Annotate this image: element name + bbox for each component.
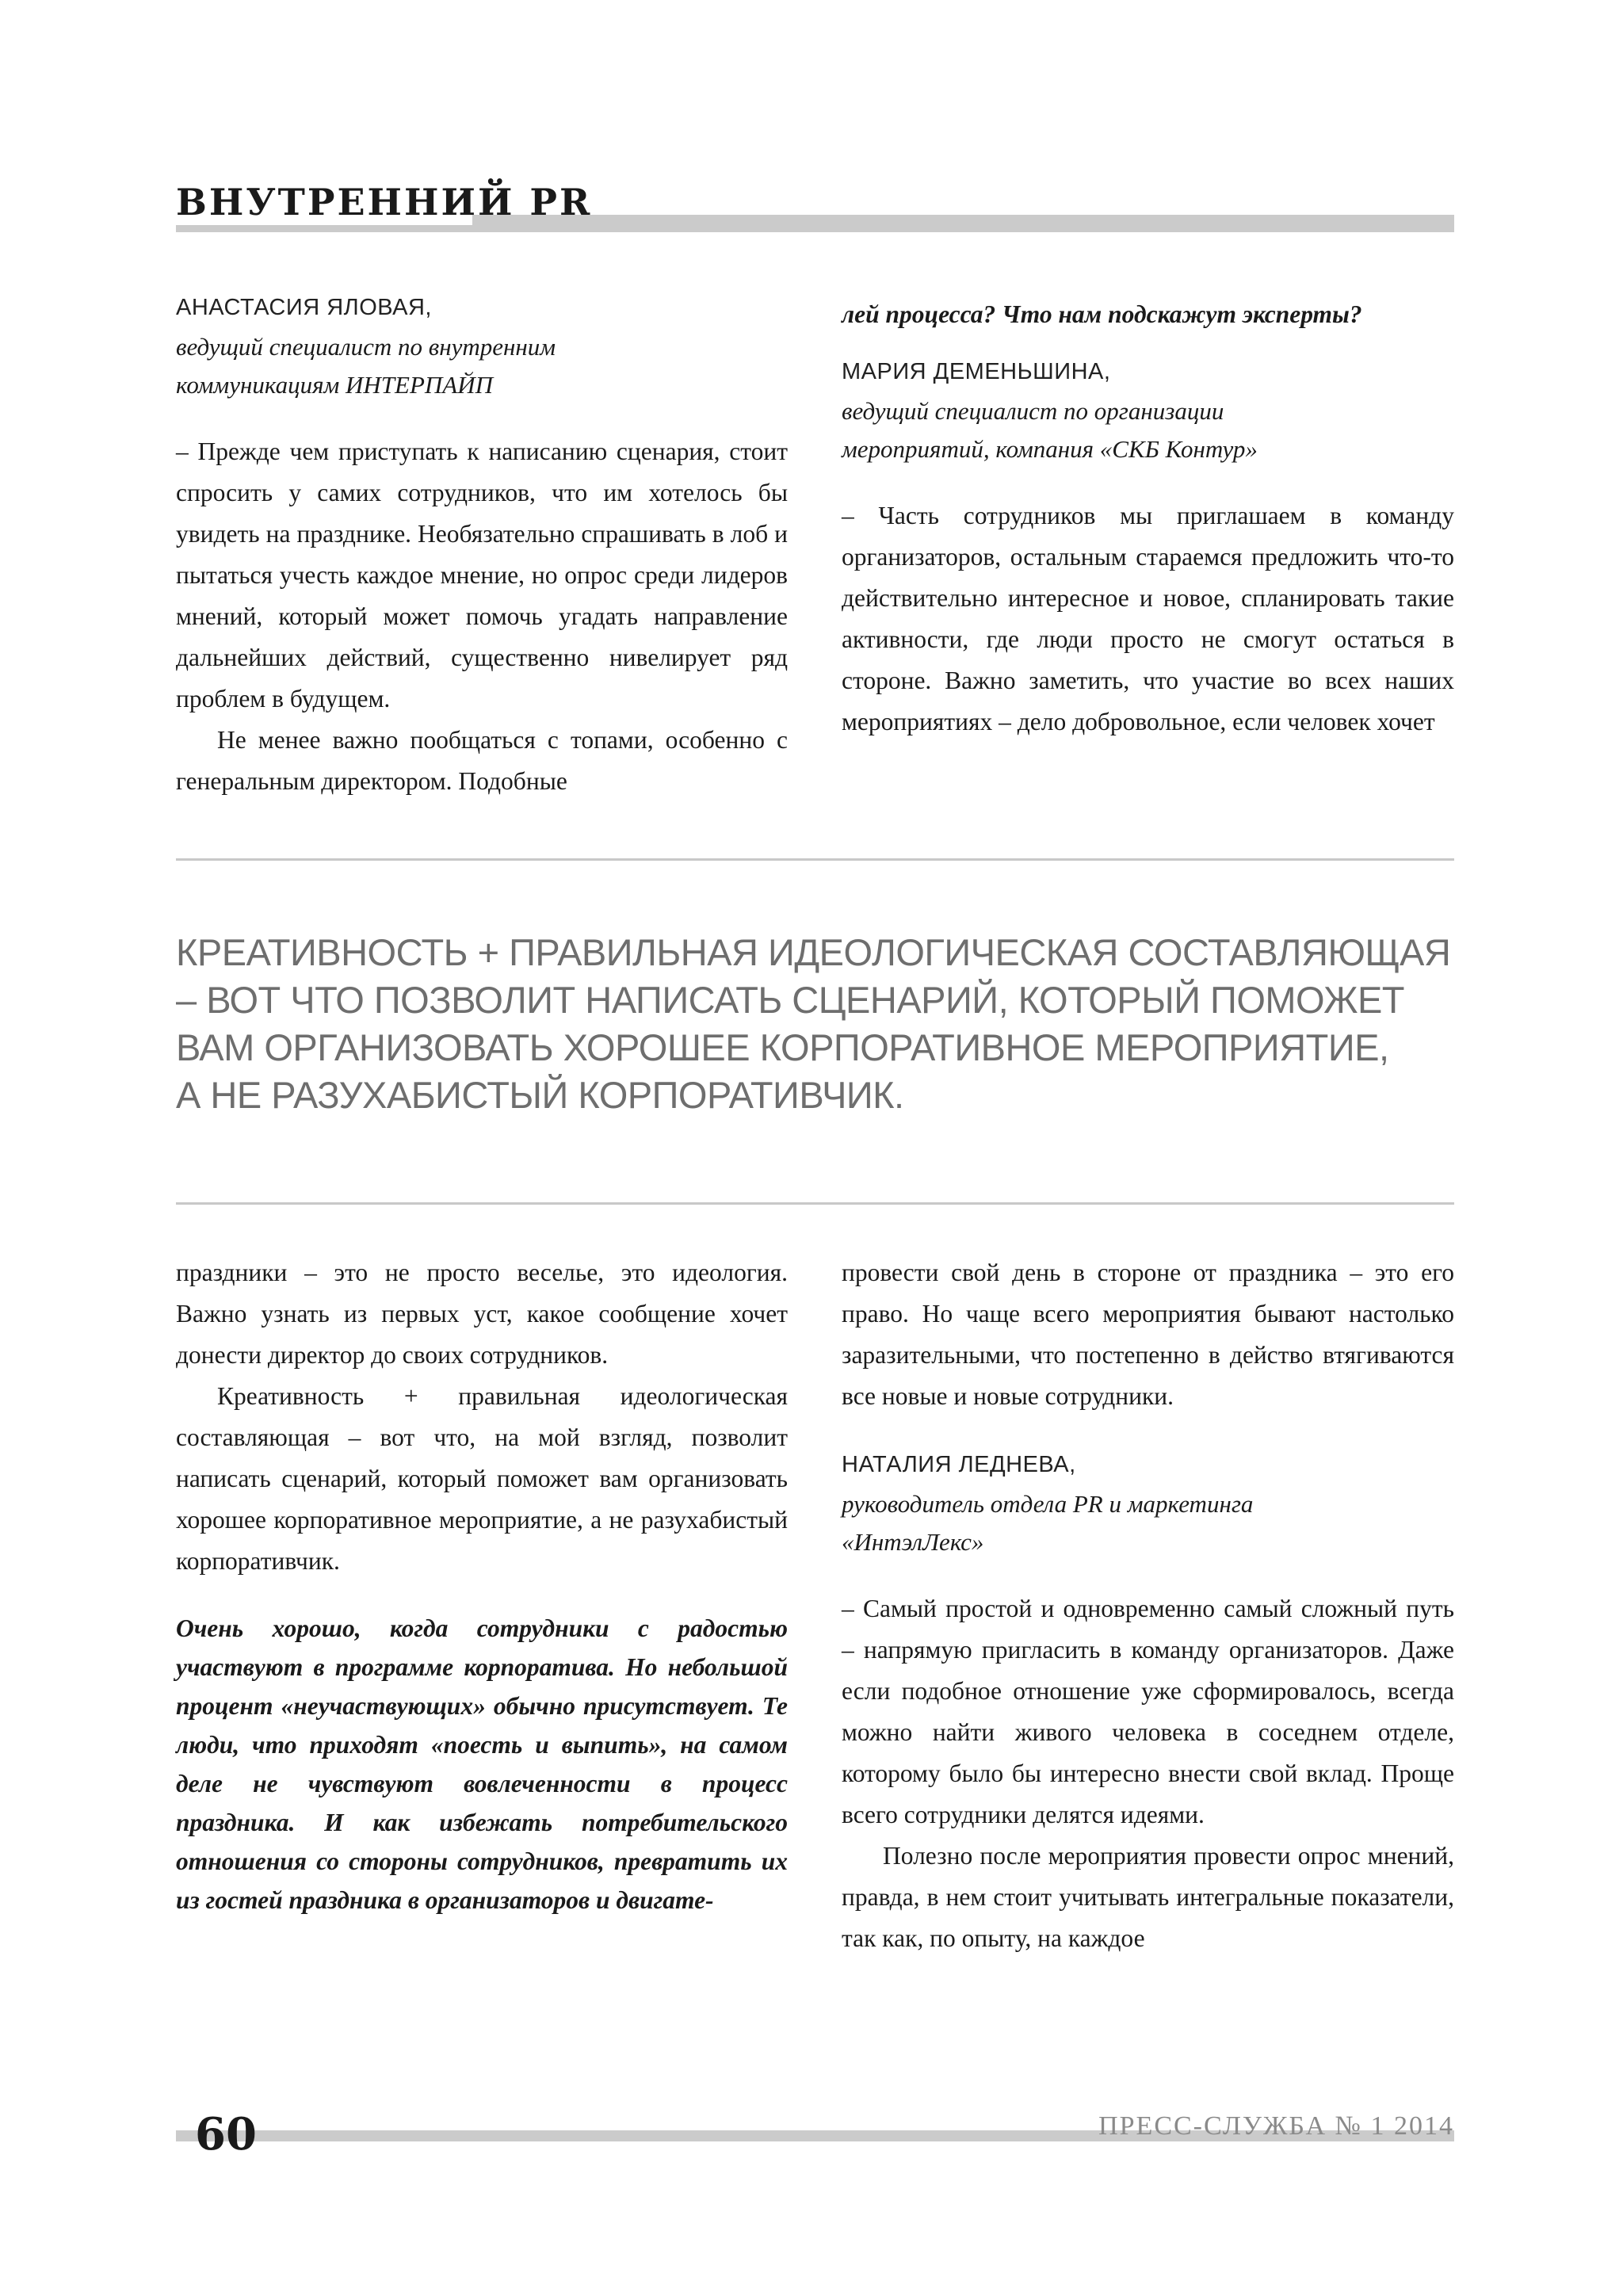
pull-quote-top-rule — [176, 858, 1454, 861]
top-right-column — [842, 295, 1454, 743]
magazine-issue: ПРЕСС-СЛУЖБА № 1 2014 — [1098, 2111, 1454, 2141]
author-role — [842, 392, 1454, 468]
bottom-right-column — [842, 1252, 1454, 1959]
paragraph: – Часть сотрудников мы приглашаем в команду организаторов, остальным стараемся предложить что-то действительно интересное и новое, спланировать такие активности, где люди просто не смогут остаться в стороне. Важно заметить, что участие во всех наших мероприятиях – дело добровольное, если человек хочет — [842, 502, 1454, 735]
author-name: НАТАЛИЯ ЛЕДНЕВА, — [842, 1452, 1076, 1477]
author-role-line: руководитель отдела PR и маркетинга — [842, 1490, 1254, 1518]
paragraph: Не менее важно пообщаться с топами, особенно с генеральным директором. Подобные — [176, 726, 788, 795]
bottom-left-column — [176, 1252, 788, 1920]
pull-quote-line: – ВОТ ЧТО ПОЗВОЛИТ НАПИСАТЬ СЦЕНАРИЙ, КОТОРЫЙ ПОМОЖЕТ — [176, 979, 1405, 1021]
paragraph: Полезно после мероприятия провести опрос мнений, правда, в нем стоит учитывать интегральные показатели, так как, по опыту, на каждое — [842, 1842, 1454, 1952]
interview-question: Очень хорошо, когда сотрудники с радостью участвуют в программе корпоратива. Но небольшой процент «неучаствующих» обычно присутствует. Те люди, что приходят «поесть и выпить», на самом деле не чувствуют вовлеченности в процесс праздника. И как избежать потребительского отношения со стороны сотрудников, превратить их из гостей праздника в организаторов и двигате- — [176, 1614, 788, 1914]
page-number: 60 — [195, 2108, 257, 2160]
author-role-line: коммуникациям ИНТЕРПАЙП — [176, 371, 494, 399]
author-name: АНАСТАСИЯ ЯЛОВАЯ, — [176, 295, 432, 320]
pull-quote-line: А НЕ РАЗУХАБИСТЫЙ КОРПОРАТИВЧИК. — [176, 1074, 904, 1116]
paragraph: праздники – это не просто веселье, это идеология. Важно узнать из первых уст, какое сообщение хочет донести директор до своих сотрудников. — [176, 1259, 788, 1369]
author-role-line: ведущий специалист по внутренним — [176, 333, 556, 361]
pull-quote-line: ВАМ ОРГАНИЗОВАТЬ ХОРОШЕЕ КОРПОРАТИВНОЕ МЕРОПРИЯТИЕ, — [176, 1026, 1389, 1068]
paragraph: – Самый простой и одновременно самый сложный путь – напрямую пригласить в команду организаторов. Даже если подобное отношение уже сформировалось, всегда можно найти живого человека в соседнем отделе, которому было бы интересно внести свой вклад. Проще всего сотрудники делятся идеями. — [842, 1595, 1454, 1828]
pull-quote — [176, 929, 1451, 1119]
section-title-bar — [472, 215, 1454, 232]
author-role-line: ведущий специалист по организации — [842, 397, 1224, 425]
author-name: МАРИЯ ДЕМЕНЬШИНА, — [842, 359, 1111, 384]
paragraph: – Прежде чем приступать к написанию сценария, стоит спросить у самих сотрудников, что им хотелось бы увидеть на празднике. Необязательно спрашивать в лоб и пытаться учесть каждое мнение, но опрос среди лидеров мнений, который может помочь угадать направление дальнейших действий, существенно нивелирует ряд проблем в будущем. — [176, 437, 788, 712]
section-title: ВНУТРЕННИЙ PR — [176, 181, 593, 223]
top-left-column — [176, 287, 788, 802]
author-role-line: мероприятий, компания «СКБ Контур» — [842, 435, 1258, 463]
pull-quote-bottom-rule — [176, 1202, 1454, 1205]
paragraph: Креативность + правильная идеологическая составляющая – вот что, на мой взгляд, позволит написать сценарий, который поможет вам организовать хорошее корпоративное мероприятие, а не разухабистый корпоративчик. — [176, 1382, 788, 1575]
paragraph: провести свой день в стороне от праздника – это его право. Но чаще всего мероприятия бывают настолько заразительными, что постепенно в действо втягиваются все новые и новые сотрудники. — [842, 1259, 1454, 1410]
pull-quote-line: КРЕАТИВНОСТЬ + ПРАВИЛЬНАЯ ИДЕОЛОГИЧЕСКАЯ СОСТАВЛЯЮЩАЯ — [176, 931, 1451, 973]
author-role — [176, 328, 788, 404]
author-role — [842, 1485, 1454, 1561]
interview-question: лей процесса? Что нам подскажут эксперты? — [842, 300, 1362, 328]
author-role-line: «ИнтэлЛекс» — [842, 1528, 984, 1556]
